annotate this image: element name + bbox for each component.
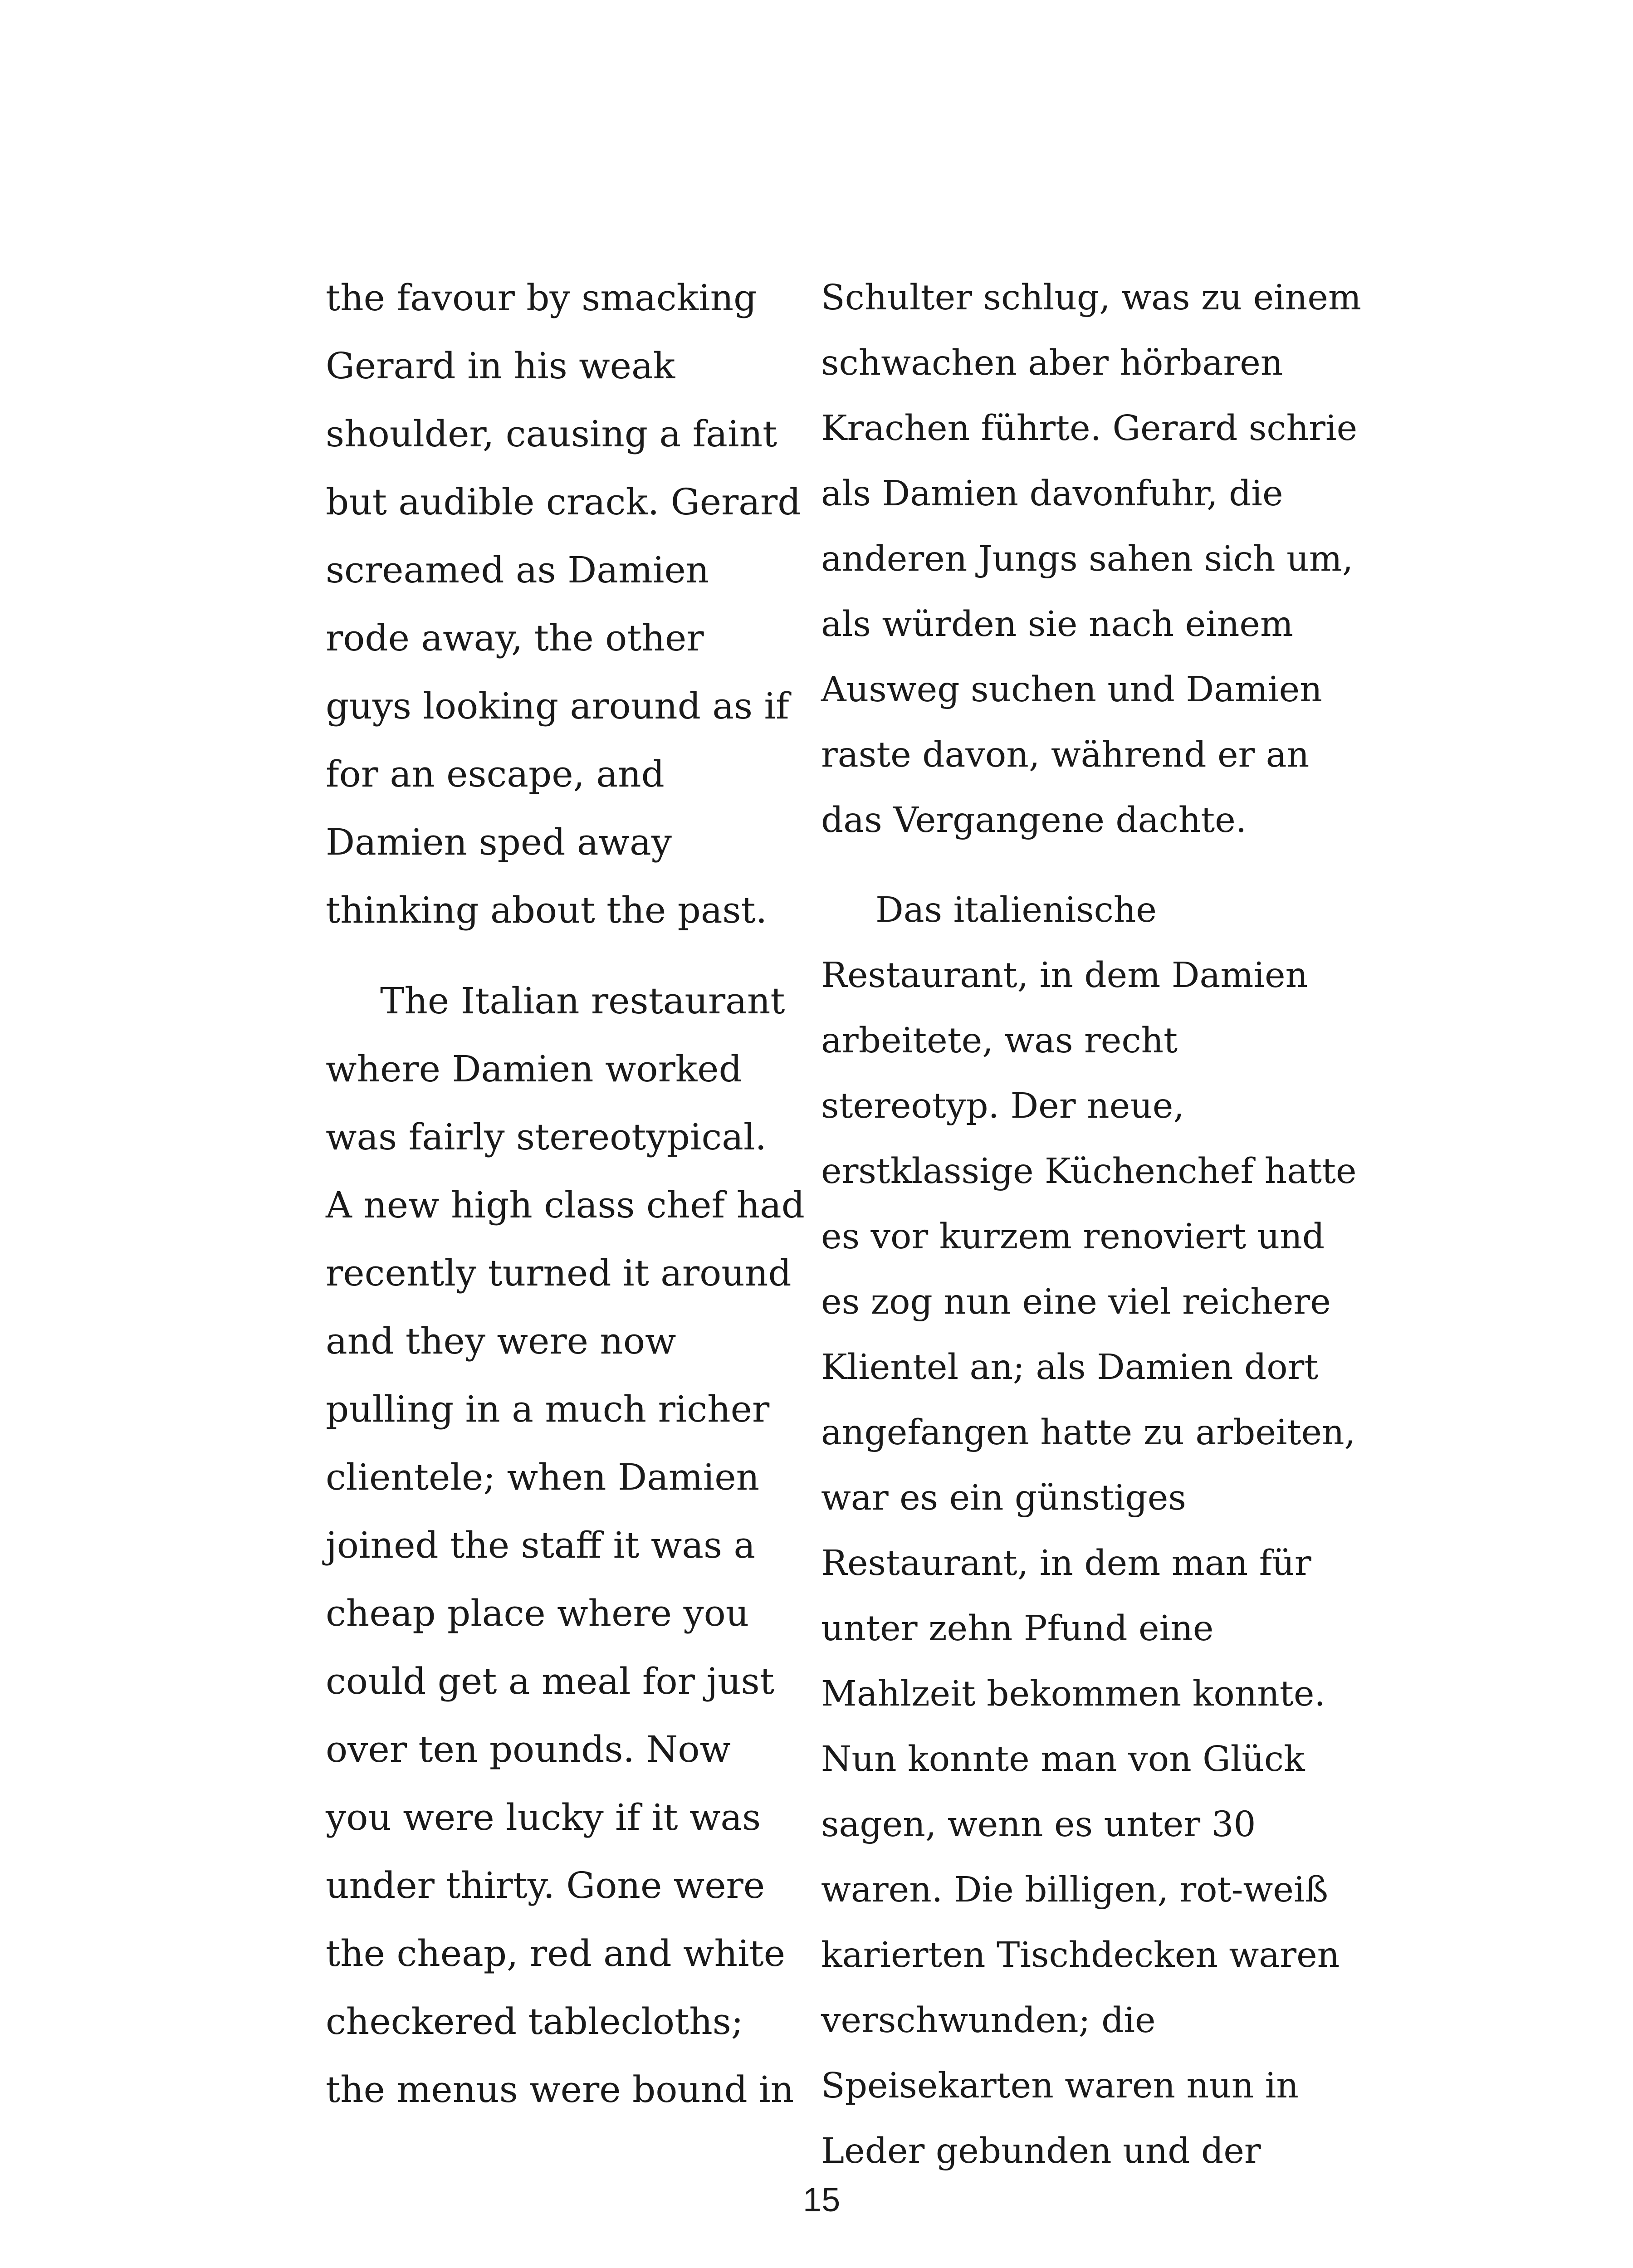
text-line: pulling in a much richer bbox=[326, 1388, 770, 1430]
text-line: Mahlzeit bekommen konnte. bbox=[821, 1674, 1325, 1714]
text-line: Restaurant, in dem Damien bbox=[821, 955, 1308, 996]
text-line: the favour by smacking bbox=[326, 277, 757, 319]
english-paragraph-2 bbox=[326, 967, 805, 2124]
text-line: clientele; when Damien bbox=[326, 1456, 760, 1498]
text-line: Nun konnte man von Glück bbox=[821, 1739, 1305, 1779]
english-column bbox=[326, 264, 805, 2124]
text-line: Ausweg suchen und Damien bbox=[821, 670, 1322, 710]
text-line: checkered tablecloths; bbox=[326, 2000, 743, 2043]
text-line: das Vergangene dachte. bbox=[821, 800, 1247, 841]
text-line: Krachen führte. Gerard schrie bbox=[821, 408, 1358, 449]
text-line: the cheap, red and white bbox=[326, 1932, 786, 1975]
text-line: The Italian restaurant bbox=[380, 980, 785, 1022]
text-line: under thirty. Gone were bbox=[326, 1864, 765, 1906]
text-line: angefangen hatte zu arbeiten, bbox=[821, 1413, 1356, 1453]
text-line: sagen, wenn es unter 30 bbox=[821, 1804, 1256, 1845]
page-number: 15 bbox=[803, 2181, 841, 2219]
german-column bbox=[821, 265, 1361, 2184]
text-line: the menus were bound in bbox=[326, 2068, 794, 2111]
text-line: Klientel an; als Damien dort bbox=[821, 1347, 1319, 1388]
text-line: anderen Jungs sahen sich um, bbox=[821, 539, 1354, 579]
text-line: screamed as Damien bbox=[326, 549, 709, 591]
text-line: A new high class chef had bbox=[326, 1184, 805, 1226]
text-line: es zog nun eine viel reichere bbox=[821, 1282, 1331, 1322]
text-line: als würden sie nach einem bbox=[821, 604, 1294, 645]
text-line: waren. Die billigen, rot-weiß bbox=[821, 1870, 1329, 1910]
text-line: erstklassige Küchenchef hatte bbox=[821, 1151, 1357, 1192]
text-line: Restaurant, in dem man für bbox=[821, 1543, 1311, 1584]
text-line: stereotyp. Der neue, bbox=[821, 1086, 1184, 1126]
text-line: was fairly stereotypical. bbox=[326, 1116, 767, 1158]
text-line: schwachen aber hörbaren bbox=[821, 343, 1283, 383]
text-line: arbeitete, was recht bbox=[821, 1021, 1178, 1061]
text-line: but audible crack. Gerard bbox=[326, 481, 801, 523]
text-line: joined the staff it was a bbox=[326, 1524, 756, 1566]
text-line: es vor kurzem renoviert und bbox=[821, 1217, 1325, 1257]
german-paragraph-2 bbox=[821, 878, 1356, 2184]
text-line: Leder gebunden und der bbox=[821, 2131, 1261, 2171]
english-paragraph-1 bbox=[326, 264, 801, 944]
text-line: unter zehn Pfund eine bbox=[821, 1608, 1214, 1649]
text-line: cheap place where you bbox=[326, 1592, 749, 1634]
text-line: guys looking around as if bbox=[326, 685, 789, 727]
text-line: thinking about the past. bbox=[326, 889, 768, 931]
text-line: recently turned it around bbox=[326, 1252, 792, 1294]
text-line: over ten pounds. Now bbox=[326, 1728, 731, 1770]
text-line: karierten Tischdecken waren bbox=[821, 1935, 1340, 1975]
text-line: could get a meal for just bbox=[326, 1660, 774, 1702]
text-line: shoulder, causing a faint bbox=[326, 413, 777, 455]
text-line: for an escape, and bbox=[326, 753, 665, 795]
text-line: where Damien worked bbox=[326, 1048, 742, 1090]
text-line: Damien sped away bbox=[326, 821, 672, 863]
text-line: raste davon, während er an bbox=[821, 735, 1310, 775]
text-line: Schulter schlug, was zu einem bbox=[821, 278, 1361, 318]
text-line: verschwunden; die bbox=[821, 2000, 1156, 2041]
text-line: Speisekarten waren nun in bbox=[821, 2066, 1299, 2106]
text-line: and they were now bbox=[326, 1320, 676, 1362]
text-line: rode away, the other bbox=[326, 617, 704, 659]
text-line: war es ein günstiges bbox=[821, 1478, 1186, 1518]
text-line: als Damien davonfuhr, die bbox=[821, 474, 1283, 514]
german-paragraph-1 bbox=[821, 265, 1361, 853]
text-line: Das italienische bbox=[875, 890, 1157, 930]
text-line: you were lucky if it was bbox=[326, 1796, 761, 1838]
text-line: Gerard in his weak bbox=[326, 345, 675, 387]
